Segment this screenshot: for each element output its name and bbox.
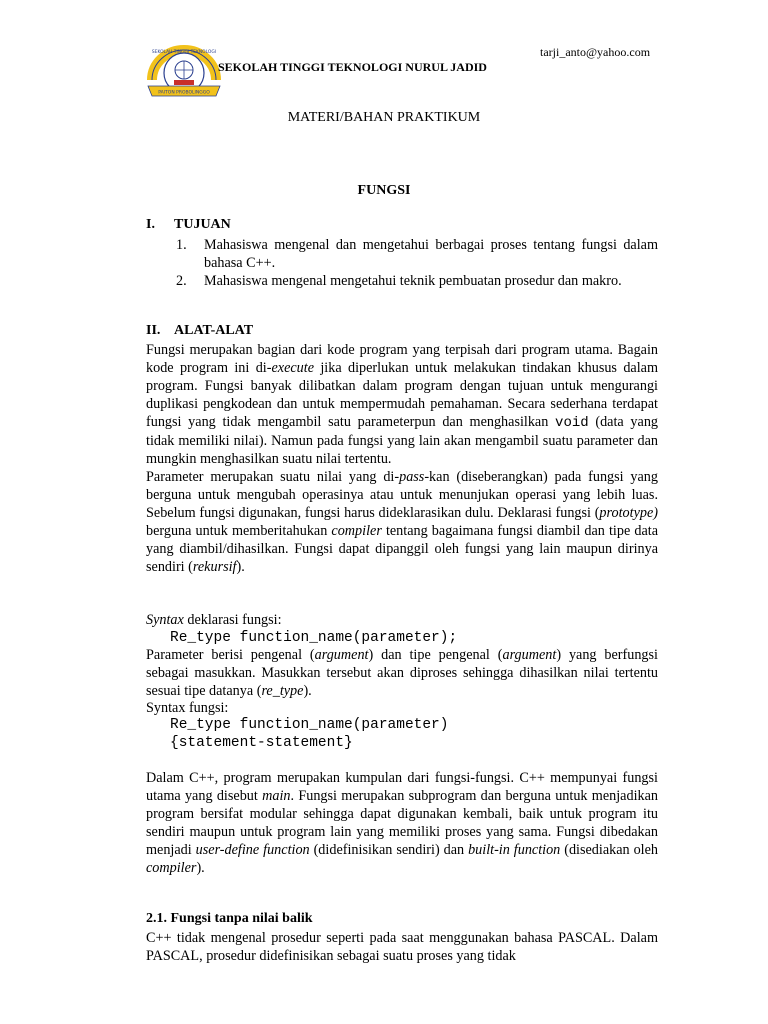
section-1-number: I. [146,217,155,232]
section-2-heading [146,323,253,339]
page-title: FUNGSI [357,183,411,198]
tujuan-list [176,236,658,290]
subsection-2-1-title: 2.1. Fungsi tanpa nilai balik [146,911,313,926]
materi-heading: MATERI/BAHAN PRAKTIKUM [287,110,481,125]
list-item [176,272,658,290]
school-name: SEKOLAH TINGGI TEKNOLOGI NURUL JADID [218,60,487,74]
school-logo [144,40,224,102]
paragraph-cpp-program: Dalam C++, program merupakan kumpulan dari fungsi-fungsi. C++ mempunyai fungsi utama yang disebut main. Fungsi merupakan subprogram dan berguna untuk menjadikan program bersifat modular sehingga dapat digunakan kembali, baik untuk program itu sendiri maupun untuk program lain yang memiliki proses yang sama. Fungsi dibedakan menjadi user-define function (didefinisikan sendiri) dan built-in function (disediakan oleh compiler). [146,770,658,876]
syntax-fungsi-label: Syntax fungsi: [146,700,229,716]
list-item [176,236,658,272]
list-item-number: 1. [176,237,187,253]
list-item-number: 2. [176,273,187,289]
author-email: tarji_anto@yahoo.com [540,45,651,59]
section-2-number: II. [146,323,161,338]
paragraph-subsection-2-1: C++ tidak mengenal prosedur seperti pada saat menggunakan bahasa PASCAL. Dalam PASCAL, prosedur didefinisikan sebagai suatu proses yang tidak [146,930,658,964]
section-2-title: ALAT-ALAT [174,323,254,338]
logo-top-text: SEKOLAH TINGGI TEKNOLOGI [151,50,217,55]
syntax-fungsi-code-line-2: {statement-statement} [170,735,353,751]
list-item-text: Mahasiswa mengenal mengetahui teknik pembuatan prosedur dan makro. [204,273,622,289]
paragraph-parameter: Parameter berisi pengenal (argument) dan tipe pengenal (argument) yang berfungsi sebagai masukkan. Masukkan tersebut akan diproses sehingga dihasilkan nilai tertentu sesuai tipe datanya (re_type). [146,647,658,699]
paragraph-fungsi-definition: Fungsi merupakan bagian dari kode program yang terpisah dari program utama. Bagain kode program ini di-execute jika diperlukan untuk melakukan tindakan khusus dalam program. Fungsi banyak dilibatkan dalam program dengan tujuan untuk mengurangi duplikasi pengkodean dan untuk mempermudah pemahaman. Secara sederhana terdapat fungsi yang tidak mengambil satu parameterpun dan menghasilkan void (data yang tidak memiliki nilai). Namun pada fungsi yang lain akan mengambil suatu parameter dan mungkin menghasilkan suatu nilai tertentu. Parameter merupakan suatu nilai yang di-pass-kan (diseberangkan) pada fungsi yang berguna untuk mengubah operasinya atau untuk menunjukan operasi yang lebih luas. Sebelum fungsi digunakan, fungsi harus dideklarasikan dulu. Deklarasi fungsi (prototype) berguna untuk memberitahukan compiler tentang bagaimana fungsi diambil dan tipe data yang diambil/dihasilkan. Fungsi dapat dipanggil oleh fungsi yang lain maupun dirinya sendiri (rekursif). [146,342,659,575]
section-1-title: TUJUAN [174,217,231,232]
syntax-fungsi-code-line-1: Re_type function_name(parameter) [170,717,449,733]
logo-ribbon-text: PAITON PROBOLINGGO [158,90,210,96]
list-item-text: Mahasiswa mengenal dan mengetahui berbagai proses tentang fungsi dalam bahasa C++. [204,237,658,271]
syntax-declaration-label: Syntax deklarasi fungsi: [146,612,282,628]
syntax-declaration-code: Re_type function_name(parameter); [170,630,458,646]
section-1-heading [146,217,231,233]
